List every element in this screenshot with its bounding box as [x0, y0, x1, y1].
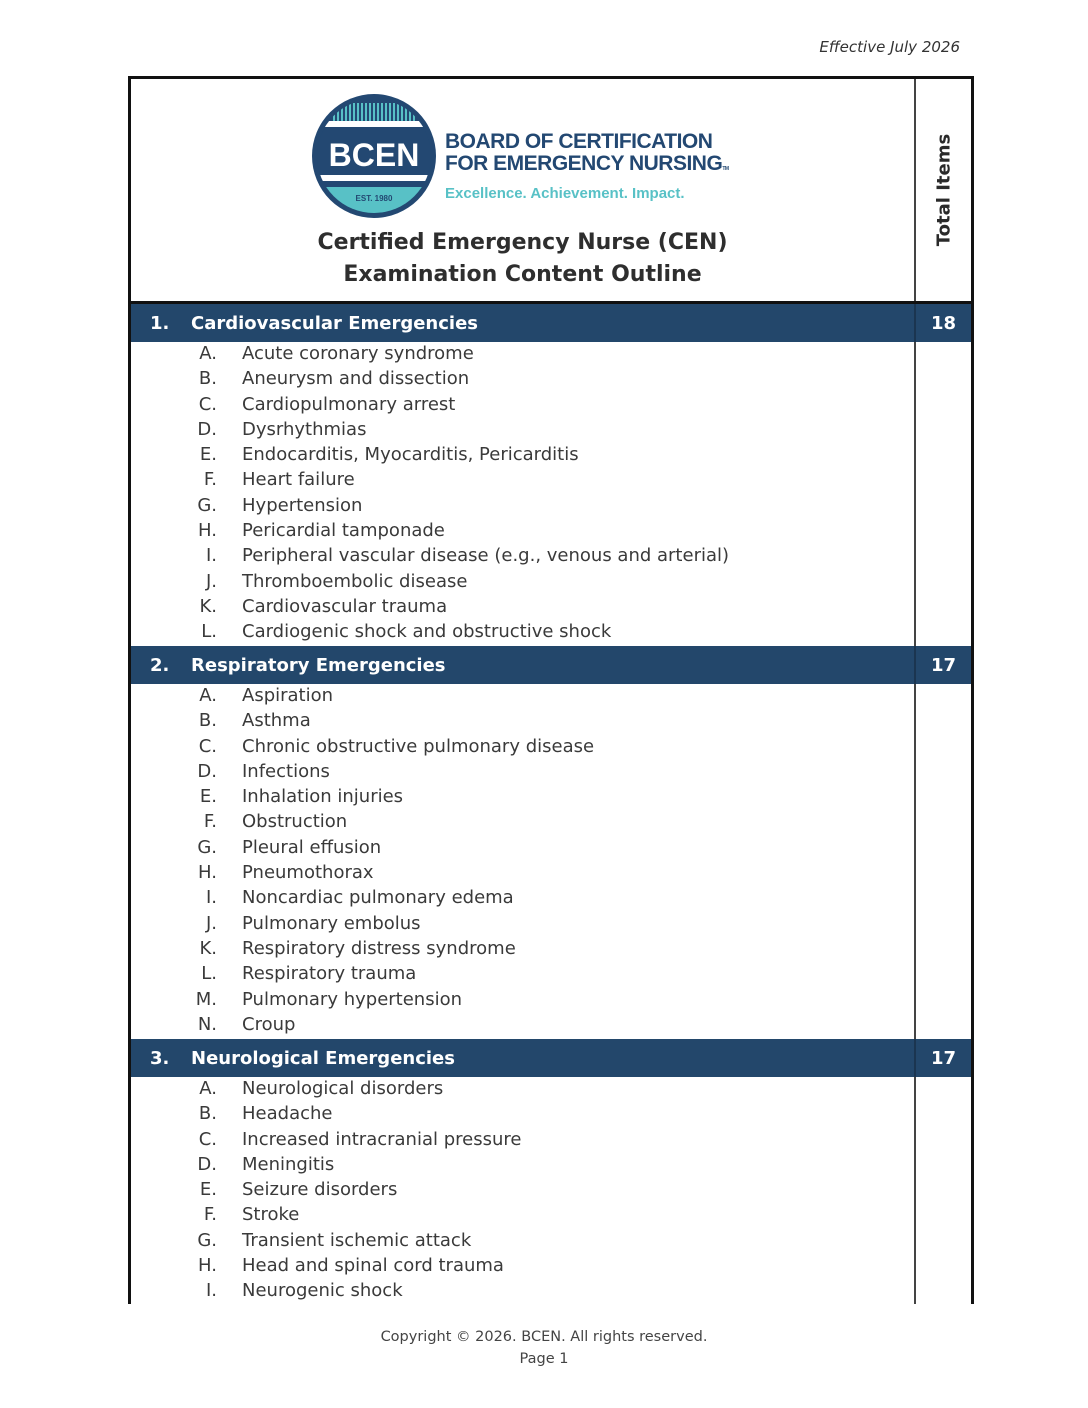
list-item: [131, 468, 971, 493]
item-letter: C.: [198, 393, 217, 415]
list-item: [131, 393, 971, 418]
list-item: [131, 570, 971, 595]
item-letter: G.: [197, 1229, 217, 1251]
logo-mark-text: BCEN: [328, 137, 420, 173]
list-item: [131, 1254, 971, 1279]
item-text: Increased intracranial pressure: [242, 1128, 522, 1150]
item-text: Thromboembolic disease: [242, 570, 468, 592]
section-title: Neurological Emergencies: [191, 1048, 455, 1069]
section-number: 2.: [150, 655, 170, 676]
list-item: [131, 760, 971, 785]
item-letter: I.: [205, 887, 217, 909]
item-text: Pulmonary embolus: [242, 912, 421, 934]
page-title: [131, 227, 914, 291]
item-letter: F.: [203, 811, 217, 833]
item-text: Pneumothorax: [242, 862, 374, 884]
section-title: Cardiovascular Emergencies: [191, 313, 478, 334]
section: [131, 1039, 971, 1305]
logo-wordmark: [445, 131, 729, 202]
bcen-logo-mark-icon: [311, 93, 437, 219]
list-item: [131, 709, 971, 734]
item-letter: B.: [198, 368, 217, 390]
section-item-count: 17: [930, 655, 957, 676]
item-text: Obstruction: [242, 811, 348, 833]
item-letter: L.: [201, 963, 217, 985]
item-letter: I.: [205, 545, 217, 567]
item-letter: G.: [197, 836, 217, 858]
item-letter: K.: [199, 595, 217, 617]
page-footer: [0, 1326, 1088, 1370]
list-item: [131, 836, 971, 861]
content-outline-table: [128, 76, 974, 1304]
copyright-text: Copyright © 2026. BCEN. All rights reserved.: [380, 1329, 708, 1345]
list-item: [131, 342, 971, 367]
logo-trademark: TM: [722, 166, 729, 172]
section: [131, 646, 971, 1038]
item-text: Pulmonary hypertension: [242, 988, 463, 1010]
item-letter: G.: [197, 494, 217, 516]
item-text: Headache: [242, 1103, 333, 1125]
item-text: Transient ischemic attack: [242, 1229, 472, 1251]
list-item: [131, 1279, 971, 1304]
list-item: [131, 988, 971, 1013]
section-header: [131, 304, 971, 342]
item-text: Hypertension: [242, 494, 363, 516]
item-text: Neurogenic shock: [242, 1280, 403, 1302]
item-letter: H.: [198, 862, 217, 884]
item-letter: H.: [198, 520, 217, 542]
section-item-count: 18: [930, 313, 957, 334]
title-line-1: Certified Emergency Nurse (CEN): [317, 230, 728, 255]
section-number: 3.: [150, 1048, 170, 1069]
effective-date: Effective July 2026: [819, 38, 960, 56]
page-number: Page 1: [519, 1351, 569, 1367]
item-text: Neurological disorders: [242, 1078, 444, 1099]
list-item: [131, 886, 971, 911]
list-item: [131, 1153, 971, 1178]
section-number: 1.: [150, 313, 170, 334]
section-items: [131, 342, 971, 646]
list-item: [131, 367, 971, 392]
item-text: Cardiopulmonary arrest: [242, 393, 456, 415]
logo-line-2-text: FOR EMERGENCY NURSING: [445, 152, 723, 175]
logo-tagline: Excellence. Achievement. Impact.: [445, 185, 685, 202]
item-letter: E.: [199, 1179, 217, 1201]
item-letter: C.: [198, 1128, 217, 1150]
total-items-header: [916, 79, 971, 301]
item-text: Pleural effusion: [242, 836, 382, 858]
item-letter: L.: [201, 621, 217, 643]
bcen-logo: [311, 93, 741, 219]
item-text: Endocarditis, Myocarditis, Pericarditis: [242, 444, 579, 466]
item-text: Cardiogenic shock and obstructive shock: [242, 621, 612, 643]
item-letter: B.: [198, 1103, 217, 1125]
item-letter: A.: [199, 343, 217, 364]
section-title: Respiratory Emergencies: [191, 655, 446, 676]
list-item: [131, 1128, 971, 1153]
table-header: [131, 79, 914, 301]
item-letter: J.: [205, 912, 217, 934]
list-item: [131, 1077, 971, 1102]
logo-line-1: BOARD OF CERTIFICATION: [445, 130, 713, 153]
list-item: [131, 620, 971, 645]
item-text: Dysrhythmias: [242, 418, 367, 440]
item-text: Asthma: [242, 710, 311, 732]
item-letter: N.: [197, 1013, 217, 1035]
item-letter: A.: [199, 685, 217, 706]
section-items: [131, 684, 971, 1038]
list-item: [131, 443, 971, 468]
list-item: [131, 1013, 971, 1038]
item-text: Aneurysm and dissection: [242, 368, 470, 390]
item-letter: F.: [203, 469, 217, 491]
section-header: [131, 646, 971, 684]
item-text: Respiratory distress syndrome: [242, 937, 516, 959]
logo-est-text: EST. 1980: [355, 194, 393, 203]
item-letter: D.: [197, 760, 217, 782]
list-item: [131, 1178, 971, 1203]
item-letter: B.: [198, 710, 217, 732]
list-item: [131, 937, 971, 962]
item-text: Chronic obstructive pulmonary disease: [242, 735, 595, 757]
item-letter: F.: [203, 1204, 217, 1226]
item-letter: A.: [199, 1078, 217, 1099]
item-letter: C.: [198, 735, 217, 757]
item-letter: E.: [199, 786, 217, 808]
item-letter: I.: [205, 1280, 217, 1302]
list-item: [131, 494, 971, 519]
item-text: Inhalation injuries: [242, 786, 404, 808]
section: [131, 304, 971, 646]
list-item: [131, 544, 971, 569]
total-items-label: Total Items: [933, 133, 954, 247]
list-item: [131, 1102, 971, 1127]
section-header: [131, 1039, 971, 1077]
item-letter: E.: [199, 444, 217, 466]
item-letter: K.: [199, 937, 217, 959]
section-item-count: 17: [930, 1048, 957, 1069]
item-text: Meningitis: [242, 1153, 335, 1175]
list-item: [131, 418, 971, 443]
section-items: [131, 1077, 971, 1305]
list-item: [131, 595, 971, 620]
list-item: [131, 785, 971, 810]
list-item: [131, 1229, 971, 1254]
item-letter: D.: [197, 418, 217, 440]
list-item: [131, 735, 971, 760]
logo-line-2: [445, 153, 729, 180]
item-text: Cardiovascular trauma: [242, 595, 448, 617]
list-item: [131, 684, 971, 709]
item-text: Head and spinal cord trauma: [242, 1255, 504, 1277]
item-text: Respiratory trauma: [242, 963, 417, 985]
item-text: Acute coronary syndrome: [242, 343, 474, 364]
item-letter: J.: [205, 570, 217, 592]
item-text: Croup: [242, 1013, 296, 1035]
item-letter: M.: [195, 988, 217, 1010]
title-line-2: Examination Content Outline: [343, 262, 702, 287]
list-item: [131, 912, 971, 937]
item-text: Noncardiac pulmonary edema: [242, 887, 514, 909]
list-item: [131, 810, 971, 835]
item-text: Infections: [242, 760, 330, 782]
item-text: Seizure disorders: [242, 1179, 398, 1201]
list-item: [131, 519, 971, 544]
item-text: Stroke: [242, 1204, 300, 1226]
list-item: [131, 962, 971, 987]
item-text: Heart failure: [242, 469, 355, 491]
item-letter: H.: [198, 1255, 217, 1277]
item-text: Pericardial tamponade: [242, 520, 445, 542]
item-text: Aspiration: [242, 685, 334, 706]
list-item: [131, 1203, 971, 1228]
item-text: Peripheral vascular disease (e.g., venous and arterial): [242, 545, 730, 567]
item-letter: D.: [197, 1153, 217, 1175]
list-item: [131, 861, 971, 886]
